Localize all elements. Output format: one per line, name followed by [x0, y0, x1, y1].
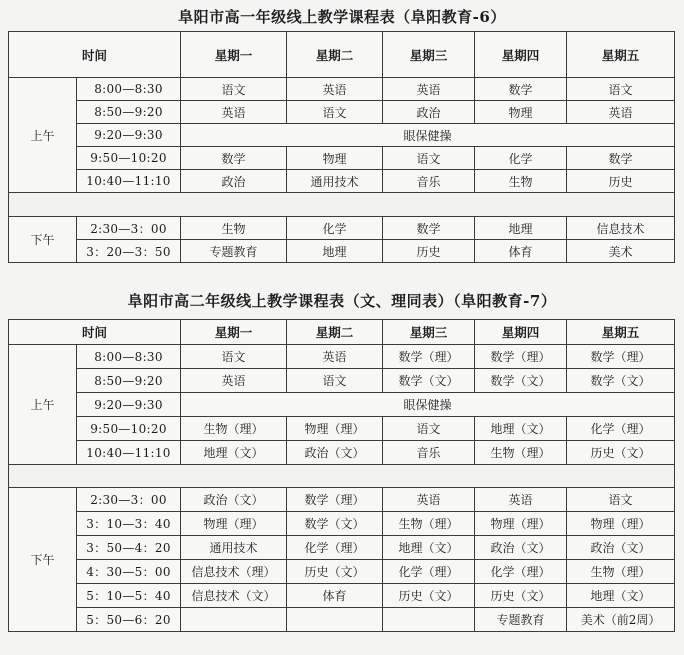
time-cell: 9:20—9:30 — [77, 393, 181, 417]
course-cell: 数学（文） — [287, 512, 383, 536]
course-cell: 英语 — [475, 488, 567, 512]
course-cell: 政治 — [383, 101, 475, 124]
time-cell: 3：10—3：40 — [77, 512, 181, 536]
grade2-schedule-table — [8, 319, 675, 632]
course-cell: 数学（理） — [287, 488, 383, 512]
course-cell: 化学 — [287, 217, 383, 240]
table-row — [9, 560, 675, 584]
time-cell: 9:20—9:30 — [77, 124, 181, 147]
time-cell: 2:30—3：00 — [77, 488, 181, 512]
course-cell: 语文 — [181, 78, 287, 101]
course-cell: 历史 — [567, 170, 675, 193]
day-header: 星期四 — [475, 320, 567, 345]
table-row — [9, 536, 675, 560]
course-cell: 英语 — [287, 78, 383, 101]
course-cell: 历史（文） — [287, 560, 383, 584]
time-cell: 9:50—10:20 — [77, 417, 181, 441]
break-row — [9, 465, 675, 488]
course-cell: 地理 — [287, 240, 383, 263]
header-row — [9, 32, 675, 78]
course-cell: 美术（前2周） — [567, 608, 675, 632]
time-header: 时间 — [9, 32, 181, 78]
course-cell: 物理 — [287, 147, 383, 170]
table-row — [9, 393, 675, 417]
table2-title: 阜阳市高二年级线上教学课程表（文、理同表）（阜阳教育-7） — [127, 292, 557, 310]
course-cell — [181, 608, 287, 632]
course-cell: 政治 — [181, 170, 287, 193]
course-cell: 数学（文） — [567, 369, 675, 393]
course-cell: 物理（理） — [475, 512, 567, 536]
period-label-pm: 下午 — [9, 488, 77, 632]
course-cell: 化学（理） — [475, 560, 567, 584]
course-cell: 数学（文） — [475, 369, 567, 393]
table-row — [9, 124, 675, 147]
period-label-am: 上午 — [9, 78, 77, 193]
table-row — [9, 345, 675, 369]
course-cell: 专题教育 — [181, 240, 287, 263]
day-header: 星期三 — [383, 32, 475, 78]
course-cell: 信息技术（理） — [181, 560, 287, 584]
day-header: 星期二 — [287, 320, 383, 345]
course-cell — [287, 608, 383, 632]
course-cell: 体育 — [475, 240, 567, 263]
table-row — [9, 608, 675, 632]
course-cell: 物理（理） — [181, 512, 287, 536]
course-cell: 政治（文） — [475, 536, 567, 560]
course-cell: 英语 — [567, 101, 675, 124]
course-cell: 物理（理） — [567, 512, 675, 536]
course-cell: 生物（理） — [567, 560, 675, 584]
break-cell — [9, 465, 675, 488]
time-cell: 8:50—9:20 — [77, 101, 181, 124]
break-row — [9, 193, 675, 217]
course-cell: 语文 — [287, 369, 383, 393]
course-cell: 体育 — [287, 584, 383, 608]
course-cell: 音乐 — [383, 170, 475, 193]
course-cell: 化学（理） — [567, 417, 675, 441]
day-header: 星期五 — [567, 320, 675, 345]
course-cell: 生物 — [475, 170, 567, 193]
break-cell — [9, 193, 675, 217]
course-cell: 生物（理） — [475, 441, 567, 465]
course-cell: 英语 — [181, 369, 287, 393]
course-cell: 数学（理） — [383, 345, 475, 369]
time-cell: 4：30—5：00 — [77, 560, 181, 584]
table-row — [9, 170, 675, 193]
table-row — [9, 369, 675, 393]
table1-title: 阜阳市高一年级线上教学课程表（阜阳教育-6） — [178, 8, 506, 26]
table-row — [9, 417, 675, 441]
eye-exercise-cell: 眼保健操 — [181, 124, 675, 147]
course-cell: 语文 — [181, 345, 287, 369]
grade1-schedule-table — [8, 31, 675, 263]
course-cell: 数学（文） — [383, 369, 475, 393]
table-row — [9, 78, 675, 101]
table-row — [9, 217, 675, 240]
course-cell: 政治（文） — [181, 488, 287, 512]
table-row — [9, 147, 675, 170]
day-header: 星期一 — [181, 32, 287, 78]
time-cell: 3：50—4：20 — [77, 536, 181, 560]
course-cell: 英语 — [181, 101, 287, 124]
course-cell: 音乐 — [383, 441, 475, 465]
course-cell: 生物（理） — [181, 417, 287, 441]
course-cell: 历史（文） — [475, 584, 567, 608]
table-row — [9, 441, 675, 465]
table-row — [9, 101, 675, 124]
course-cell: 历史（文） — [383, 584, 475, 608]
course-cell: 英语 — [383, 488, 475, 512]
course-cell: 数学 — [181, 147, 287, 170]
course-cell: 英语 — [287, 345, 383, 369]
course-cell: 物理 — [475, 101, 567, 124]
course-cell: 化学（理） — [383, 560, 475, 584]
course-cell: 英语 — [383, 78, 475, 101]
time-header: 时间 — [9, 320, 181, 345]
course-cell: 通用技术 — [181, 536, 287, 560]
course-cell: 地理（文） — [567, 584, 675, 608]
time-cell: 9:50—10:20 — [77, 147, 181, 170]
day-header: 星期三 — [383, 320, 475, 345]
course-cell: 数学 — [475, 78, 567, 101]
day-header: 星期五 — [567, 32, 675, 78]
period-label-am: 上午 — [9, 345, 77, 465]
period-label-pm: 下午 — [9, 217, 77, 263]
course-cell: 数学（理） — [567, 345, 675, 369]
time-cell: 8:00—8:30 — [77, 78, 181, 101]
eye-exercise-cell: 眼保健操 — [181, 393, 675, 417]
course-cell: 通用技术 — [287, 170, 383, 193]
course-cell: 化学 — [475, 147, 567, 170]
course-cell: 语文 — [567, 488, 675, 512]
course-cell — [383, 608, 475, 632]
course-cell: 历史（文） — [567, 441, 675, 465]
course-cell: 生物 — [181, 217, 287, 240]
time-cell: 3：20—3：50 — [77, 240, 181, 263]
day-header: 星期二 — [287, 32, 383, 78]
table-row — [9, 488, 675, 512]
course-cell: 政治（文） — [287, 441, 383, 465]
course-cell: 地理 — [475, 217, 567, 240]
course-cell: 数学 — [383, 217, 475, 240]
course-cell: 语文 — [567, 78, 675, 101]
time-cell: 5：10—5：40 — [77, 584, 181, 608]
table-row — [9, 584, 675, 608]
course-cell: 专题教育 — [475, 608, 567, 632]
course-cell: 信息技术（文） — [181, 584, 287, 608]
time-cell: 8:50—9:20 — [77, 369, 181, 393]
table-row — [9, 240, 675, 263]
course-cell: 地理（文） — [181, 441, 287, 465]
course-cell: 语文 — [383, 417, 475, 441]
course-cell: 化学（理） — [287, 536, 383, 560]
course-cell: 地理（文） — [383, 536, 475, 560]
course-cell: 语文 — [383, 147, 475, 170]
table-row — [9, 512, 675, 536]
course-cell: 语文 — [287, 101, 383, 124]
header-row — [9, 320, 675, 345]
day-header: 星期一 — [181, 320, 287, 345]
time-cell: 5：50—6：20 — [77, 608, 181, 632]
course-cell: 生物（理） — [383, 512, 475, 536]
course-cell: 历史 — [383, 240, 475, 263]
course-cell: 数学（理） — [475, 345, 567, 369]
course-cell: 物理（理） — [287, 417, 383, 441]
course-cell: 地理（文） — [475, 417, 567, 441]
time-cell: 10:40—11:10 — [77, 441, 181, 465]
time-cell: 10:40—11:10 — [77, 170, 181, 193]
course-cell: 美术 — [567, 240, 675, 263]
day-header: 星期四 — [475, 32, 567, 78]
course-cell: 数学 — [567, 147, 675, 170]
course-cell: 政治（文） — [567, 536, 675, 560]
time-cell: 2:30—3：00 — [77, 217, 181, 240]
course-cell: 信息技术 — [567, 217, 675, 240]
time-cell: 8:00—8:30 — [77, 345, 181, 369]
